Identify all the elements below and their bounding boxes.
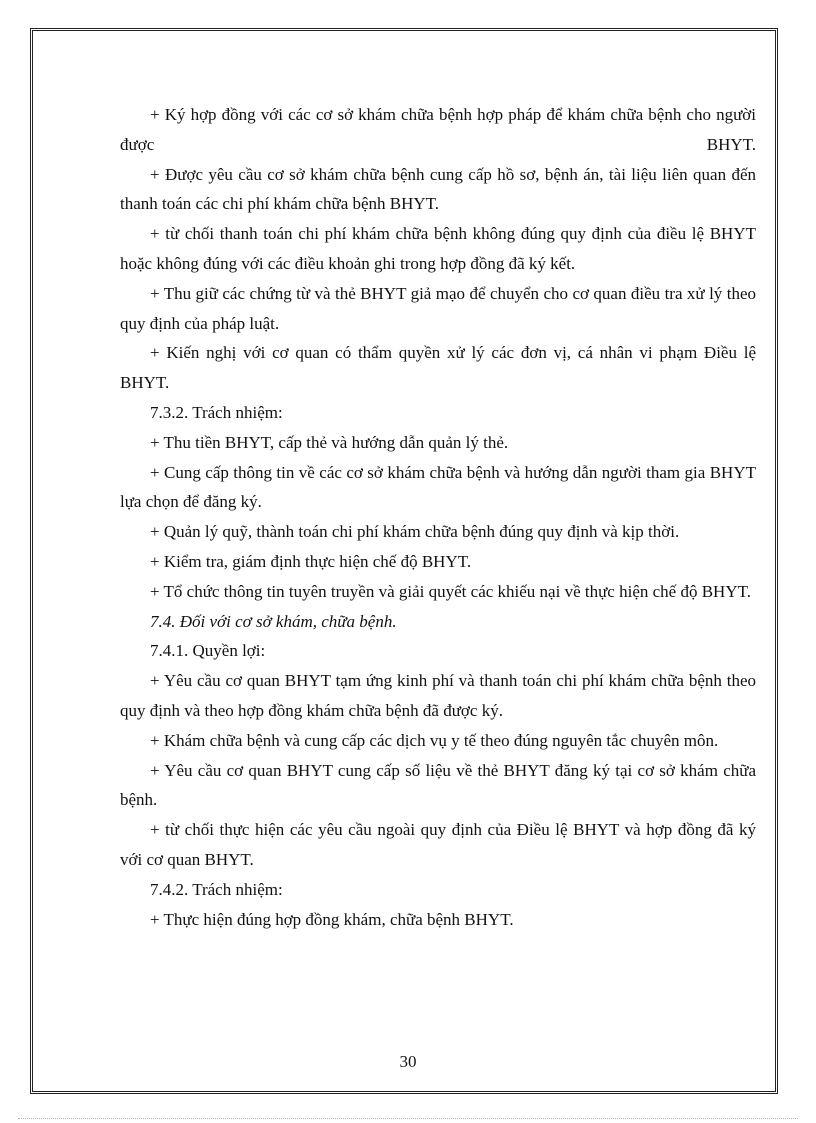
paragraph: + Tổ chức thông tin tuyên truyền và giải quyết các khiếu nại về thực hiện chế độ BHYT. (150, 581, 751, 601)
paragraph: + Thu giữ các chứng từ và thẻ BHYT giả mạo để chuyển cho cơ quan điều tra xử lý theo quy định của pháp luật. (120, 283, 756, 333)
paragraph: + Cung cấp thông tin về các cơ sở khám chữa bệnh và hướng dẫn người tham gia BHYT lựa chọn để đăng ký. (120, 462, 756, 512)
document-body (120, 100, 756, 934)
section-heading-italic: 7.4. Đối với cơ sở khám, chữa bệnh. (150, 611, 397, 631)
paragraph: + Quản lý quỹ, thành toán chi phí khám chữa bệnh đúng quy định và kịp thời. (150, 522, 680, 542)
section-heading: 7.3.2. Trách nhiệm: (150, 402, 283, 422)
paragraph: + Khám chữa bệnh và cung cấp các dịch vụ y tế theo đúng nguyên tắc chuyên môn. (150, 730, 719, 750)
bottom-dotted-line (18, 1118, 798, 1119)
paragraph: + từ chối thực hiện các yêu cầu ngoài quy định của Điều lệ BHYT và hợp đồng đã ký với cơ quan BHYT. (120, 820, 756, 869)
paragraph: + Kiểm tra, giám định thực hiện chế độ BHYT. (150, 551, 472, 571)
paragraph: + từ chối thanh toán chi phí khám chữa bệnh không đúng quy định của điều lệ BHYT hoặc không đúng với các điều khoản ghi trong hợp đồng đã ký kết. (120, 224, 756, 273)
paragraph: + Được yêu cầu cơ sở khám chữa bệnh cung cấp hồ sơ, bệnh án, tài liệu liên quan đến thanh toán các chi phí khám chữa bệnh BHYT. (120, 164, 756, 214)
section-heading: 7.4.2. Trách nhiệm: (150, 879, 283, 899)
page-number: 30 (399, 1052, 417, 1071)
paragraph: + Ký hợp đồng với các cơ sở khám chữa bệnh hợp pháp để khám chữa bệnh cho người được BHYT. (120, 105, 756, 154)
paragraph: + Yêu cầu cơ quan BHYT tạm ứng kinh phí và thanh toán chi phí khám chữa bệnh theo quy định và theo hợp đồng khám chữa bệnh đã được ký. (120, 671, 756, 720)
paragraph: + Thực hiện đúng hợp đồng khám, chữa bệnh BHYT. (150, 909, 514, 929)
paragraph: + Thu tiền BHYT, cấp thẻ và hướng dẫn quản lý thẻ. (150, 432, 509, 452)
paragraph: + Yêu cầu cơ quan BHYT cung cấp số liệu về thẻ BHYT đăng ký tại cơ sở khám chữa bệnh. (120, 760, 756, 810)
paragraph: + Kiến nghị với cơ quan có thẩm quyền xử lý các đơn vị, cá nhân vi phạm Điều lệ BHYT. (120, 343, 756, 393)
section-heading: 7.4.1. Quyền lợi: (150, 641, 266, 661)
